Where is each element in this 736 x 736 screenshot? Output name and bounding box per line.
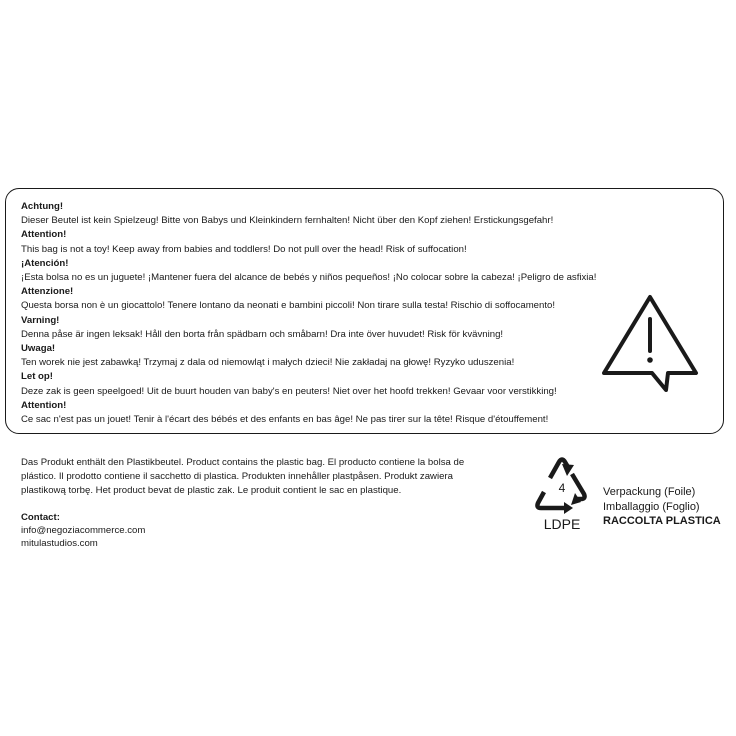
recycle-code: LDPE <box>543 516 581 532</box>
contact-email: info@negoziacommerce.com <box>21 525 146 536</box>
packaging-line-de: Verpackung (Foile) <box>603 486 696 498</box>
warning-heading-sv: Varning! <box>21 314 60 326</box>
warning-heading-pl: Uwaga! <box>21 343 56 355</box>
warning-heading-nl: Let op! <box>21 371 53 383</box>
warning-fr <box>21 399 621 427</box>
warning-sv <box>21 314 621 342</box>
warning-text-en: This bag is not a toy! Keep away from babies and toddlers! Do not pull over the head! Risk of suffocation! <box>21 243 467 255</box>
contact-website: mitulastudios.com <box>21 538 98 549</box>
warning-heading-fr: Attention! <box>21 399 67 411</box>
warning-text-pl: Ten worek nie jest zabawką! Trzymaj z dala od niemowląt i małych dzieci! Nie zakładaj na głowę! Ryzyko uduszenia! <box>21 357 515 369</box>
warning-heading-de: Achtung! <box>21 201 64 212</box>
packaging-line-it: Imballaggio (Foglio) <box>603 500 700 513</box>
warning-de <box>21 200 621 228</box>
warning-text-it: Questa borsa non è un giocattolo! Tenere lontano da neonati e bambini piccoli! Non tirare sulla testa! Rischio di soffocamento! <box>21 300 556 312</box>
warning-text-nl: Deze zak is geen speelgoed! Uit de buurt houden van baby's en peuters! Niet over het hoofd trekken! Gevaar voor verstikking! <box>21 385 557 397</box>
warning-pl <box>21 342 621 370</box>
warning-nl <box>21 370 621 398</box>
product-info <box>21 456 501 550</box>
recycle-icon <box>526 450 598 536</box>
warning-it <box>21 285 621 313</box>
product-note-line-3: plastikową torbę. Het product bevat de plastic zak. Le produit contient le sac en plastique. <box>21 485 402 496</box>
packaging-info <box>603 485 733 529</box>
warning-heading-es: ¡Atención! <box>21 257 69 269</box>
warning-en <box>21 228 621 256</box>
warning-text-sv: Denna påse är ingen leksak! Håll den borta från spädbarn och småbarn! Dra inte över huvudet! Risk för kvävning! <box>21 328 504 340</box>
warning-text-de: Dieser Beutel ist kein Spielzeug! Bitte von Babys und Kleinkindern fernhalten! Nicht über den Kopf ziehen! Erstickungsgefahr! <box>21 215 554 227</box>
contact-block <box>21 511 501 550</box>
warning-triangle-icon <box>600 293 700 393</box>
warning-heading-it: Attenzione! <box>21 286 74 298</box>
packaging-collection: RACCOLTA PLASTICA <box>603 515 721 527</box>
warning-text-es: ¡Esta bolsa no es un juguete! ¡Mantener fuera del alcance de bebés y niños pequeños! ¡No colocar sobre la cabeza! ¡Peligro de asfixia! <box>21 272 597 284</box>
product-note-line-1: Das Produkt enthält den Plastikbeutel. Product contains the plastic bag. El producto contiene la bolsa de <box>21 457 465 468</box>
contact-label: Contact: <box>21 512 60 523</box>
recycle-number: 4 <box>558 481 566 495</box>
warning-es <box>21 257 621 285</box>
warning-text-fr: Ce sac n'est pas un jouet! Tenir à l'écart des bébés et des enfants en bas âge! Ne pas tirer sur la tête! Risque d'étouffement! <box>21 414 549 426</box>
warning-heading-en: Attention! <box>21 229 67 241</box>
safety-warning-box <box>5 188 724 434</box>
warning-list <box>21 200 621 427</box>
product-note-line-2: plástico. Il prodotto contiene il sacchetto di plastica. Produkten innehåller plastpåsen. Produkt zawiera <box>21 471 453 482</box>
